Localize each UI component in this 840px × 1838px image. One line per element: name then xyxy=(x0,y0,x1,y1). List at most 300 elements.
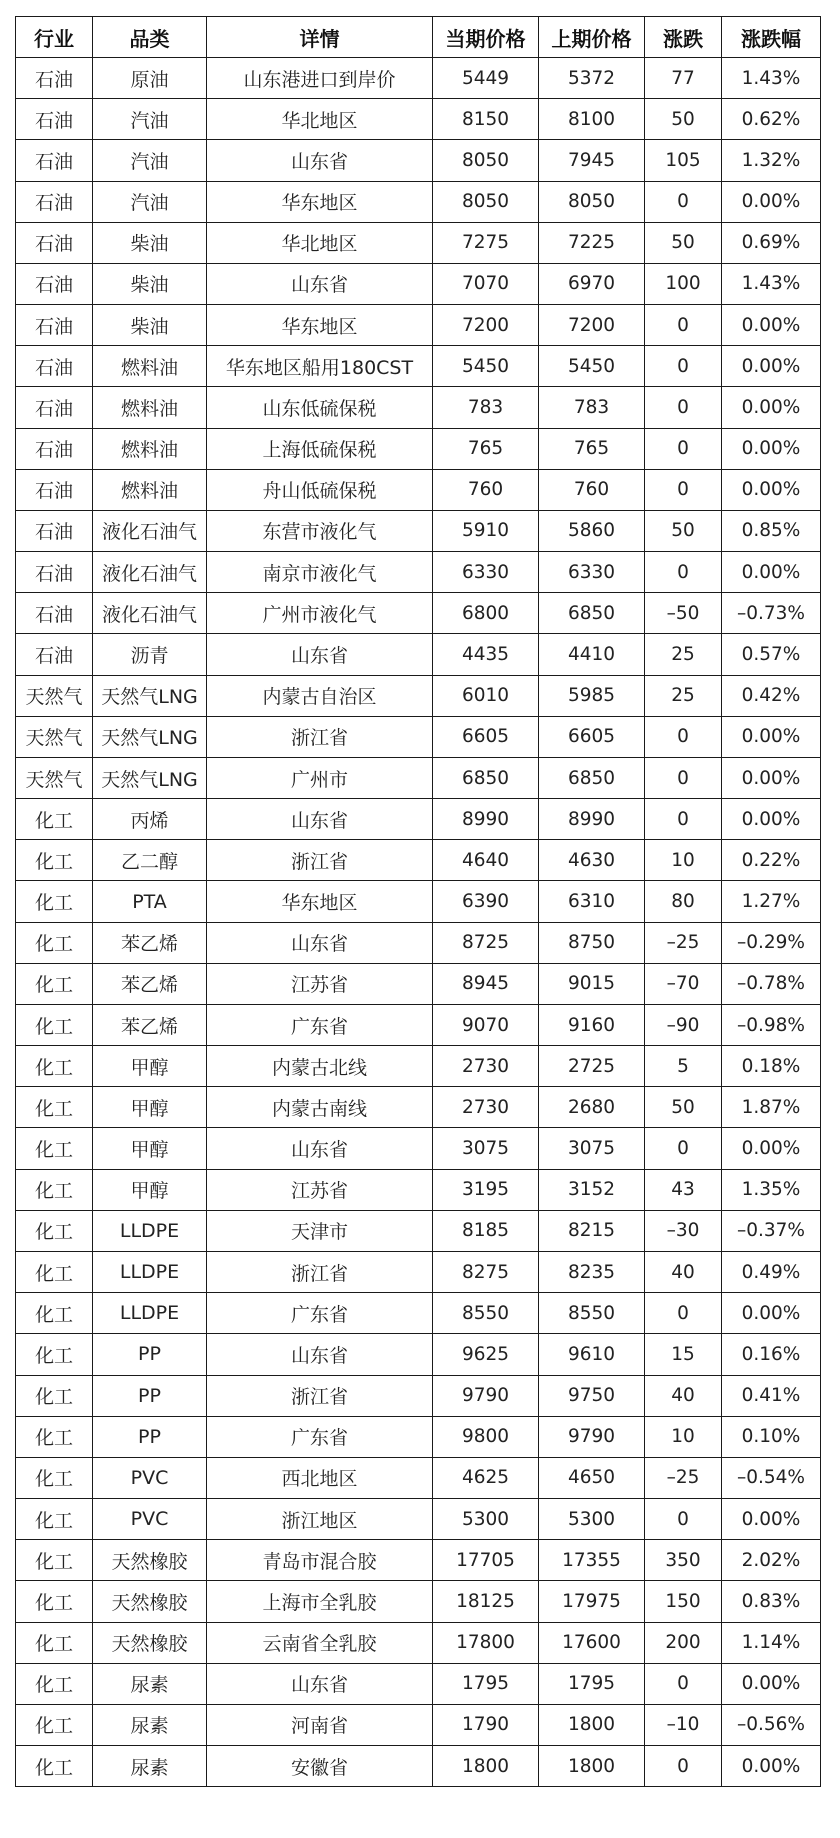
cell-category: 苯乙烯 xyxy=(93,1004,207,1045)
cell-current-price: 5300 xyxy=(433,1499,539,1540)
cell-change: –70 xyxy=(645,963,722,1004)
cell-detail: 东营市液化气 xyxy=(207,510,433,551)
cell-change: 50 xyxy=(645,1087,722,1128)
cell-current-price: 4435 xyxy=(433,634,539,675)
cell-current-price: 4625 xyxy=(433,1457,539,1498)
cell-detail: 青岛市混合胶 xyxy=(207,1540,433,1581)
cell-change-percent: 0.41% xyxy=(722,1375,821,1416)
cell-category: 燃料油 xyxy=(93,387,207,428)
cell-detail: 山东省 xyxy=(207,1334,433,1375)
cell-category: 原油 xyxy=(93,58,207,99)
cell-previous-price: 4650 xyxy=(539,1457,645,1498)
cell-change: 25 xyxy=(645,675,722,716)
cell-previous-price: 8990 xyxy=(539,799,645,840)
cell-category: LLDPE xyxy=(93,1293,207,1334)
table-row xyxy=(16,1622,821,1663)
cell-previous-price: 8215 xyxy=(539,1210,645,1251)
cell-previous-price: 7945 xyxy=(539,140,645,181)
cell-current-price: 6330 xyxy=(433,552,539,593)
cell-previous-price: 6330 xyxy=(539,552,645,593)
table-row xyxy=(16,1663,821,1704)
cell-category: 甲醇 xyxy=(93,1128,207,1169)
cell-change: 40 xyxy=(645,1375,722,1416)
cell-industry: 石油 xyxy=(16,140,93,181)
cell-industry: 化工 xyxy=(16,1457,93,1498)
table-row xyxy=(16,510,821,551)
cell-change-percent: 0.69% xyxy=(722,222,821,263)
cell-industry: 化工 xyxy=(16,1375,93,1416)
cell-change: 0 xyxy=(645,1746,722,1787)
table-row xyxy=(16,593,821,634)
cell-industry: 化工 xyxy=(16,1128,93,1169)
cell-current-price: 8050 xyxy=(433,140,539,181)
cell-change: 43 xyxy=(645,1169,722,1210)
cell-previous-price: 6850 xyxy=(539,757,645,798)
cell-change-percent: 0.00% xyxy=(722,181,821,222)
cell-category: 汽油 xyxy=(93,99,207,140)
table-row xyxy=(16,263,821,304)
cell-industry: 石油 xyxy=(16,58,93,99)
header-change-percent: 涨跌幅 xyxy=(722,17,821,58)
cell-category: 柴油 xyxy=(93,305,207,346)
cell-previous-price: 1800 xyxy=(539,1704,645,1745)
cell-current-price: 2730 xyxy=(433,1046,539,1087)
cell-detail: 舟山低硫保税 xyxy=(207,469,433,510)
cell-category: 苯乙烯 xyxy=(93,963,207,1004)
cell-category: 天然橡胶 xyxy=(93,1622,207,1663)
cell-change-percent: 0.00% xyxy=(722,757,821,798)
cell-change: 50 xyxy=(645,510,722,551)
cell-change-percent: 0.10% xyxy=(722,1416,821,1457)
cell-category: 燃料油 xyxy=(93,469,207,510)
cell-detail: 华东地区 xyxy=(207,305,433,346)
cell-category: 液化石油气 xyxy=(93,552,207,593)
header-row xyxy=(16,17,821,58)
cell-industry: 化工 xyxy=(16,922,93,963)
cell-detail: 云南省全乳胶 xyxy=(207,1622,433,1663)
table-row xyxy=(16,922,821,963)
cell-previous-price: 5985 xyxy=(539,675,645,716)
cell-change: 150 xyxy=(645,1581,722,1622)
cell-change: 25 xyxy=(645,634,722,675)
cell-industry: 天然气 xyxy=(16,716,93,757)
header-category: 品类 xyxy=(93,17,207,58)
cell-current-price: 3195 xyxy=(433,1169,539,1210)
cell-detail: 山东省 xyxy=(207,140,433,181)
cell-change: –25 xyxy=(645,1457,722,1498)
cell-industry: 石油 xyxy=(16,222,93,263)
table-row xyxy=(16,181,821,222)
table-row xyxy=(16,881,821,922)
table-row xyxy=(16,757,821,798)
cell-previous-price: 2725 xyxy=(539,1046,645,1087)
cell-detail: 江苏省 xyxy=(207,963,433,1004)
cell-category: 柴油 xyxy=(93,222,207,263)
cell-industry: 化工 xyxy=(16,1746,93,1787)
cell-previous-price: 5372 xyxy=(539,58,645,99)
table-row xyxy=(16,58,821,99)
cell-change: 0 xyxy=(645,387,722,428)
cell-detail: 内蒙古南线 xyxy=(207,1087,433,1128)
cell-current-price: 783 xyxy=(433,387,539,428)
cell-change: 80 xyxy=(645,881,722,922)
table-row xyxy=(16,1704,821,1745)
table-row xyxy=(16,99,821,140)
cell-category: 丙烯 xyxy=(93,799,207,840)
cell-detail: 广东省 xyxy=(207,1293,433,1334)
cell-current-price: 9800 xyxy=(433,1416,539,1457)
price-table xyxy=(15,16,821,1787)
cell-change-percent: 0.00% xyxy=(722,716,821,757)
cell-change-percent: 0.00% xyxy=(722,428,821,469)
cell-previous-price: 8550 xyxy=(539,1293,645,1334)
cell-current-price: 1795 xyxy=(433,1663,539,1704)
cell-change-percent: 0.00% xyxy=(722,799,821,840)
table-row xyxy=(16,1746,821,1787)
cell-previous-price: 2680 xyxy=(539,1087,645,1128)
cell-detail: 华北地区 xyxy=(207,99,433,140)
cell-change: 0 xyxy=(645,305,722,346)
cell-change-percent: 0.00% xyxy=(722,1746,821,1787)
cell-change-percent: 0.00% xyxy=(722,387,821,428)
header-change: 涨跌 xyxy=(645,17,722,58)
cell-current-price: 6010 xyxy=(433,675,539,716)
cell-category: 尿素 xyxy=(93,1746,207,1787)
cell-category: 天然橡胶 xyxy=(93,1581,207,1622)
cell-detail: 广东省 xyxy=(207,1004,433,1045)
cell-industry: 石油 xyxy=(16,428,93,469)
cell-current-price: 8990 xyxy=(433,799,539,840)
cell-detail: 广东省 xyxy=(207,1416,433,1457)
cell-previous-price: 4410 xyxy=(539,634,645,675)
cell-current-price: 1790 xyxy=(433,1704,539,1745)
cell-current-price: 1800 xyxy=(433,1746,539,1787)
cell-change: 0 xyxy=(645,757,722,798)
header-current-price: 当期价格 xyxy=(433,17,539,58)
cell-change-percent: –0.73% xyxy=(722,593,821,634)
table-row xyxy=(16,1334,821,1375)
cell-current-price: 7070 xyxy=(433,263,539,304)
cell-category: LLDPE xyxy=(93,1210,207,1251)
cell-change-percent: 0.00% xyxy=(722,346,821,387)
cell-industry: 化工 xyxy=(16,881,93,922)
cell-current-price: 5449 xyxy=(433,58,539,99)
cell-detail: 山东省 xyxy=(207,263,433,304)
cell-change-percent: –0.54% xyxy=(722,1457,821,1498)
cell-current-price: 8150 xyxy=(433,99,539,140)
cell-detail: 华东地区船用180CST xyxy=(207,346,433,387)
cell-change-percent: –0.37% xyxy=(722,1210,821,1251)
cell-detail: 山东省 xyxy=(207,1663,433,1704)
cell-change: 0 xyxy=(645,1499,722,1540)
table-row xyxy=(16,1499,821,1540)
cell-change: 0 xyxy=(645,1293,722,1334)
table-header xyxy=(16,17,821,58)
cell-category: LLDPE xyxy=(93,1251,207,1292)
cell-previous-price: 1795 xyxy=(539,1663,645,1704)
cell-current-price: 3075 xyxy=(433,1128,539,1169)
cell-change-percent: 2.02% xyxy=(722,1540,821,1581)
cell-detail: 浙江省 xyxy=(207,840,433,881)
cell-previous-price: 9790 xyxy=(539,1416,645,1457)
cell-change-percent: 1.32% xyxy=(722,140,821,181)
cell-category: PTA xyxy=(93,881,207,922)
cell-industry: 石油 xyxy=(16,593,93,634)
cell-category: 汽油 xyxy=(93,181,207,222)
cell-industry: 化工 xyxy=(16,1293,93,1334)
cell-industry: 化工 xyxy=(16,963,93,1004)
cell-detail: 山东省 xyxy=(207,799,433,840)
cell-current-price: 2730 xyxy=(433,1087,539,1128)
cell-current-price: 9070 xyxy=(433,1004,539,1045)
cell-industry: 天然气 xyxy=(16,757,93,798)
cell-category: 尿素 xyxy=(93,1663,207,1704)
cell-previous-price: 783 xyxy=(539,387,645,428)
cell-category: 甲醇 xyxy=(93,1046,207,1087)
cell-category: 甲醇 xyxy=(93,1087,207,1128)
cell-detail: 山东低硫保税 xyxy=(207,387,433,428)
cell-detail: 山东省 xyxy=(207,1128,433,1169)
cell-change: 0 xyxy=(645,181,722,222)
cell-industry: 石油 xyxy=(16,469,93,510)
table-row xyxy=(16,1293,821,1334)
cell-previous-price: 6850 xyxy=(539,593,645,634)
cell-change-percent: 0.00% xyxy=(722,305,821,346)
cell-detail: 上海低硫保税 xyxy=(207,428,433,469)
cell-industry: 化工 xyxy=(16,1663,93,1704)
cell-industry: 化工 xyxy=(16,1540,93,1581)
cell-change: 0 xyxy=(645,428,722,469)
table-row xyxy=(16,799,821,840)
cell-industry: 石油 xyxy=(16,510,93,551)
cell-category: PVC xyxy=(93,1457,207,1498)
cell-category: 天然气LNG xyxy=(93,675,207,716)
table-row xyxy=(16,1251,821,1292)
cell-current-price: 6850 xyxy=(433,757,539,798)
cell-change-percent: 0.00% xyxy=(722,469,821,510)
cell-change-percent: 0.00% xyxy=(722,1663,821,1704)
cell-current-price: 7275 xyxy=(433,222,539,263)
cell-change: 0 xyxy=(645,799,722,840)
cell-previous-price: 8750 xyxy=(539,922,645,963)
cell-previous-price: 7200 xyxy=(539,305,645,346)
cell-change: 50 xyxy=(645,99,722,140)
cell-current-price: 8275 xyxy=(433,1251,539,1292)
cell-previous-price: 5450 xyxy=(539,346,645,387)
cell-industry: 化工 xyxy=(16,1046,93,1087)
cell-previous-price: 765 xyxy=(539,428,645,469)
cell-detail: 安徽省 xyxy=(207,1746,433,1787)
cell-previous-price: 9610 xyxy=(539,1334,645,1375)
cell-previous-price: 9160 xyxy=(539,1004,645,1045)
table-row xyxy=(16,634,821,675)
table-row xyxy=(16,1416,821,1457)
cell-change-percent: –0.56% xyxy=(722,1704,821,1745)
cell-change-percent: 0.42% xyxy=(722,675,821,716)
cell-current-price: 760 xyxy=(433,469,539,510)
cell-change: –30 xyxy=(645,1210,722,1251)
cell-detail: 华北地区 xyxy=(207,222,433,263)
cell-change-percent: 0.18% xyxy=(722,1046,821,1087)
cell-industry: 化工 xyxy=(16,1334,93,1375)
table-row xyxy=(16,1457,821,1498)
cell-industry: 石油 xyxy=(16,181,93,222)
cell-change: 10 xyxy=(645,840,722,881)
cell-industry: 石油 xyxy=(16,634,93,675)
cell-change-percent: 0.00% xyxy=(722,1293,821,1334)
cell-change-percent: 0.49% xyxy=(722,1251,821,1292)
cell-change: 40 xyxy=(645,1251,722,1292)
cell-change-percent: 0.22% xyxy=(722,840,821,881)
cell-change: 0 xyxy=(645,346,722,387)
cell-change-percent: 1.43% xyxy=(722,58,821,99)
cell-change-percent: 0.00% xyxy=(722,552,821,593)
cell-change-percent: –0.29% xyxy=(722,922,821,963)
table-row xyxy=(16,675,821,716)
cell-change-percent: 1.35% xyxy=(722,1169,821,1210)
cell-current-price: 6390 xyxy=(433,881,539,922)
table-row xyxy=(16,1004,821,1045)
cell-change-percent: 0.85% xyxy=(722,510,821,551)
cell-change: 100 xyxy=(645,263,722,304)
cell-category: 液化石油气 xyxy=(93,593,207,634)
cell-category: 乙二醇 xyxy=(93,840,207,881)
table-row xyxy=(16,222,821,263)
cell-current-price: 18125 xyxy=(433,1581,539,1622)
cell-category: 尿素 xyxy=(93,1704,207,1745)
cell-previous-price: 9750 xyxy=(539,1375,645,1416)
cell-detail: 河南省 xyxy=(207,1704,433,1745)
cell-category: PVC xyxy=(93,1499,207,1540)
cell-change: 5 xyxy=(645,1046,722,1087)
cell-change: 0 xyxy=(645,469,722,510)
cell-change: –10 xyxy=(645,1704,722,1745)
cell-current-price: 9790 xyxy=(433,1375,539,1416)
cell-industry: 石油 xyxy=(16,552,93,593)
table-row xyxy=(16,1210,821,1251)
cell-current-price: 17705 xyxy=(433,1540,539,1581)
table-row xyxy=(16,1375,821,1416)
cell-detail: 浙江省 xyxy=(207,1251,433,1292)
cell-previous-price: 17600 xyxy=(539,1622,645,1663)
cell-previous-price: 3075 xyxy=(539,1128,645,1169)
cell-detail: 浙江省 xyxy=(207,1375,433,1416)
cell-current-price: 8550 xyxy=(433,1293,539,1334)
cell-current-price: 5910 xyxy=(433,510,539,551)
cell-previous-price: 8235 xyxy=(539,1251,645,1292)
cell-industry: 化工 xyxy=(16,1087,93,1128)
cell-detail: 山东省 xyxy=(207,922,433,963)
cell-previous-price: 9015 xyxy=(539,963,645,1004)
cell-category: 沥青 xyxy=(93,634,207,675)
table-row xyxy=(16,1087,821,1128)
cell-category: 苯乙烯 xyxy=(93,922,207,963)
cell-current-price: 6605 xyxy=(433,716,539,757)
table-row xyxy=(16,1540,821,1581)
cell-industry: 化工 xyxy=(16,1416,93,1457)
cell-change-percent: 1.27% xyxy=(722,881,821,922)
cell-change-percent: –0.78% xyxy=(722,963,821,1004)
cell-previous-price: 1800 xyxy=(539,1746,645,1787)
cell-detail: 广州市 xyxy=(207,757,433,798)
cell-category: 天然气LNG xyxy=(93,757,207,798)
cell-detail: 浙江地区 xyxy=(207,1499,433,1540)
table-row xyxy=(16,1128,821,1169)
cell-detail: 南京市液化气 xyxy=(207,552,433,593)
cell-detail: 广州市液化气 xyxy=(207,593,433,634)
cell-current-price: 9625 xyxy=(433,1334,539,1375)
cell-change: 105 xyxy=(645,140,722,181)
table-row xyxy=(16,716,821,757)
cell-category: 燃料油 xyxy=(93,428,207,469)
table-row xyxy=(16,552,821,593)
cell-previous-price: 5300 xyxy=(539,1499,645,1540)
cell-change: 50 xyxy=(645,222,722,263)
cell-category: 液化石油气 xyxy=(93,510,207,551)
cell-change-percent: 0.16% xyxy=(722,1334,821,1375)
cell-current-price: 8185 xyxy=(433,1210,539,1251)
table-body xyxy=(16,58,821,1787)
cell-detail: 华东地区 xyxy=(207,881,433,922)
cell-category: 燃料油 xyxy=(93,346,207,387)
cell-detail: 山东港进口到岸价 xyxy=(207,58,433,99)
cell-industry: 石油 xyxy=(16,305,93,346)
cell-industry: 天然气 xyxy=(16,675,93,716)
table-row xyxy=(16,428,821,469)
cell-category: 甲醇 xyxy=(93,1169,207,1210)
cell-industry: 化工 xyxy=(16,1251,93,1292)
cell-industry: 化工 xyxy=(16,840,93,881)
cell-change-percent: 0.00% xyxy=(722,1128,821,1169)
table-row xyxy=(16,963,821,1004)
cell-change-percent: 0.57% xyxy=(722,634,821,675)
cell-previous-price: 5860 xyxy=(539,510,645,551)
cell-detail: 浙江省 xyxy=(207,716,433,757)
cell-previous-price: 6605 xyxy=(539,716,645,757)
cell-change: 10 xyxy=(645,1416,722,1457)
cell-change: 15 xyxy=(645,1334,722,1375)
table-row xyxy=(16,305,821,346)
cell-previous-price: 6970 xyxy=(539,263,645,304)
cell-change: 0 xyxy=(645,716,722,757)
cell-current-price: 8945 xyxy=(433,963,539,1004)
cell-industry: 化工 xyxy=(16,1581,93,1622)
table-row xyxy=(16,1169,821,1210)
cell-previous-price: 760 xyxy=(539,469,645,510)
cell-change-percent: 1.43% xyxy=(722,263,821,304)
cell-industry: 化工 xyxy=(16,1210,93,1251)
header-detail: 详情 xyxy=(207,17,433,58)
table-row xyxy=(16,1046,821,1087)
cell-detail: 华东地区 xyxy=(207,181,433,222)
cell-industry: 石油 xyxy=(16,346,93,387)
cell-previous-price: 4630 xyxy=(539,840,645,881)
cell-change: 0 xyxy=(645,552,722,593)
cell-change: 200 xyxy=(645,1622,722,1663)
cell-change: 77 xyxy=(645,58,722,99)
table-row xyxy=(16,840,821,881)
cell-industry: 化工 xyxy=(16,799,93,840)
cell-change-percent: 0.00% xyxy=(722,1499,821,1540)
cell-change: –50 xyxy=(645,593,722,634)
cell-change: 0 xyxy=(645,1128,722,1169)
cell-current-price: 7200 xyxy=(433,305,539,346)
cell-current-price: 765 xyxy=(433,428,539,469)
cell-industry: 化工 xyxy=(16,1169,93,1210)
cell-current-price: 8050 xyxy=(433,181,539,222)
cell-current-price: 6800 xyxy=(433,593,539,634)
cell-category: 天然气LNG xyxy=(93,716,207,757)
